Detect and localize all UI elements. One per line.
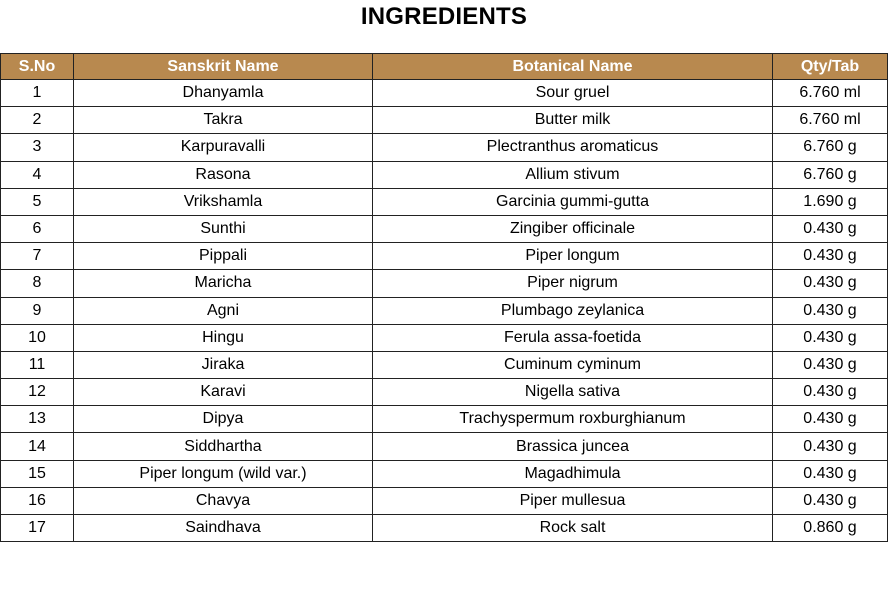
cell-sno: 9 — [1, 297, 74, 324]
table-row — [1, 515, 888, 542]
cell-qty: 0.430 g — [773, 406, 888, 433]
ingredients-table — [0, 53, 888, 542]
cell-sno: 14 — [1, 433, 74, 460]
cell-botanical-name: Rock salt — [373, 515, 773, 542]
table-row — [1, 243, 888, 270]
cell-sno: 12 — [1, 379, 74, 406]
cell-botanical-name: Piper longum — [373, 243, 773, 270]
cell-qty: 6.760 g — [773, 161, 888, 188]
cell-sno: 2 — [1, 107, 74, 134]
header-sanskrit-name: Sanskrit Name — [74, 54, 373, 80]
header-qty-per-tab: Qty/Tab — [773, 54, 888, 80]
table-body — [1, 80, 888, 542]
table-row — [1, 270, 888, 297]
table-row — [1, 379, 888, 406]
cell-qty: 0.430 g — [773, 460, 888, 487]
cell-qty: 0.430 g — [773, 487, 888, 514]
table-row — [1, 161, 888, 188]
table-row — [1, 188, 888, 215]
cell-botanical-name: Magadhimula — [373, 460, 773, 487]
header-sno: S.No — [1, 54, 74, 80]
cell-sanskrit-name: Saindhava — [74, 515, 373, 542]
cell-sno: 17 — [1, 515, 74, 542]
cell-qty: 0.430 g — [773, 243, 888, 270]
cell-botanical-name: Nigella sativa — [373, 379, 773, 406]
cell-qty: 0.430 g — [773, 270, 888, 297]
cell-qty: 6.760 ml — [773, 80, 888, 107]
ingredients-table-container — [0, 53, 887, 542]
cell-qty: 0.430 g — [773, 297, 888, 324]
cell-botanical-name: Piper mullesua — [373, 487, 773, 514]
cell-botanical-name: Sour gruel — [373, 80, 773, 107]
cell-qty: 6.760 g — [773, 134, 888, 161]
cell-sanskrit-name: Dhanyamla — [74, 80, 373, 107]
cell-qty: 0.430 g — [773, 215, 888, 242]
cell-sanskrit-name: Takra — [74, 107, 373, 134]
cell-qty: 6.760 ml — [773, 107, 888, 134]
cell-sanskrit-name: Sunthi — [74, 215, 373, 242]
cell-botanical-name: Brassica juncea — [373, 433, 773, 460]
cell-sno: 16 — [1, 487, 74, 514]
table-row — [1, 351, 888, 378]
cell-sanskrit-name: Vrikshamla — [74, 188, 373, 215]
cell-sno: 3 — [1, 134, 74, 161]
cell-sanskrit-name: Karpuravalli — [74, 134, 373, 161]
table-row — [1, 406, 888, 433]
cell-qty: 0.860 g — [773, 515, 888, 542]
table-row — [1, 433, 888, 460]
table-row — [1, 324, 888, 351]
table-row — [1, 80, 888, 107]
cell-qty: 1.690 g — [773, 188, 888, 215]
cell-botanical-name: Cuminum cyminum — [373, 351, 773, 378]
cell-sno: 15 — [1, 460, 74, 487]
cell-sno: 1 — [1, 80, 74, 107]
cell-sanskrit-name: Piper longum (wild var.) — [74, 460, 373, 487]
cell-sanskrit-name: Chavya — [74, 487, 373, 514]
table-row — [1, 107, 888, 134]
cell-sanskrit-name: Siddhartha — [74, 433, 373, 460]
cell-botanical-name: Butter milk — [373, 107, 773, 134]
table-row — [1, 460, 888, 487]
table-row — [1, 297, 888, 324]
cell-sno: 13 — [1, 406, 74, 433]
cell-sno: 5 — [1, 188, 74, 215]
cell-qty: 0.430 g — [773, 351, 888, 378]
cell-sanskrit-name: Agni — [74, 297, 373, 324]
cell-sno: 6 — [1, 215, 74, 242]
cell-sno: 8 — [1, 270, 74, 297]
cell-sanskrit-name: Jiraka — [74, 351, 373, 378]
table-header-row — [1, 54, 888, 80]
cell-qty: 0.430 g — [773, 379, 888, 406]
cell-botanical-name: Plectranthus aromaticus — [373, 134, 773, 161]
cell-sno: 7 — [1, 243, 74, 270]
table-row — [1, 487, 888, 514]
page-title: INGREDIENTS — [360, 3, 528, 30]
cell-botanical-name: Allium stivum — [373, 161, 773, 188]
cell-qty: 0.430 g — [773, 324, 888, 351]
cell-sanskrit-name: Dipya — [74, 406, 373, 433]
cell-sno: 11 — [1, 351, 74, 378]
cell-sanskrit-name: Hingu — [74, 324, 373, 351]
cell-sanskrit-name: Karavi — [74, 379, 373, 406]
cell-sno: 4 — [1, 161, 74, 188]
cell-botanical-name: Plumbago zeylanica — [373, 297, 773, 324]
table-row — [1, 134, 888, 161]
header-botanical-name: Botanical Name — [373, 54, 773, 80]
cell-botanical-name: Ferula assa-foetida — [373, 324, 773, 351]
cell-sanskrit-name: Maricha — [74, 270, 373, 297]
cell-qty: 0.430 g — [773, 433, 888, 460]
table-row — [1, 215, 888, 242]
cell-botanical-name: Garcinia gummi-gutta — [373, 188, 773, 215]
cell-botanical-name: Zingiber officinale — [373, 215, 773, 242]
cell-botanical-name: Piper nigrum — [373, 270, 773, 297]
cell-sanskrit-name: Rasona — [74, 161, 373, 188]
cell-sno: 10 — [1, 324, 74, 351]
cell-botanical-name: Trachyspermum roxburghianum — [373, 406, 773, 433]
cell-sanskrit-name: Pippali — [74, 243, 373, 270]
